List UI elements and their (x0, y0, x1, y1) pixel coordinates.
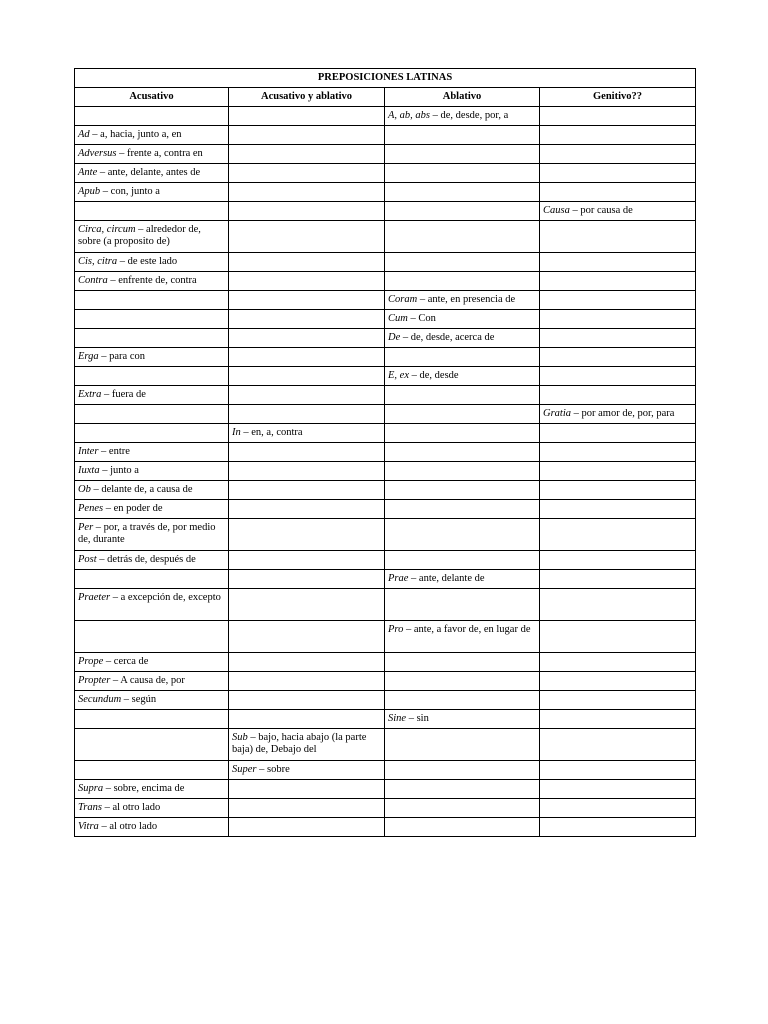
table-cell (385, 329, 540, 348)
table-cell (75, 621, 229, 653)
preposition-meaning: – entre (98, 446, 130, 457)
preposition-meaning: – ante, a favor de, en lugar de (403, 624, 531, 635)
preposition-meaning: – de este lado (117, 256, 178, 267)
table-cell (540, 570, 696, 589)
preposition-word: Pro (388, 624, 404, 635)
table-cell (540, 462, 696, 481)
header-genitivo: Genitivo?? (540, 88, 696, 107)
table-row (75, 145, 696, 164)
table-cell (540, 386, 696, 405)
table-cell (75, 653, 229, 672)
table-row (75, 621, 696, 653)
preposition-word: Vitra (78, 821, 99, 832)
preposition-word: A, ab, abs (388, 110, 430, 121)
preposition-meaning: – con, junto a (100, 186, 160, 197)
table-row (75, 126, 696, 145)
table-row (75, 424, 696, 443)
preposition-meaning: – alrededor de, sobre (a proposito de) (78, 224, 201, 247)
preposition-meaning: – a, hacia, junto a, en (89, 129, 182, 140)
preposition-word: Iuxta (78, 465, 100, 476)
table-cell (540, 291, 696, 310)
table-cell (385, 621, 540, 653)
table-cell (75, 164, 229, 183)
preposition-meaning: – ante, delante, antes de (97, 167, 201, 178)
table-row (75, 202, 696, 221)
preposition-meaning: – bajo, hacia abajo (la parte baja) de, Debajo del (232, 732, 367, 755)
table-row (75, 589, 696, 621)
preposition-meaning: – por amor de, por, para (571, 408, 675, 419)
table-cell (229, 329, 385, 348)
table-cell (229, 551, 385, 570)
table-cell (75, 272, 229, 291)
table-row (75, 310, 696, 329)
table-cell (75, 443, 229, 462)
table-cell (75, 202, 229, 221)
table-cell (229, 386, 385, 405)
table-row (75, 443, 696, 462)
table-cell (229, 710, 385, 729)
preposition-word: Propter (78, 675, 111, 686)
preposition-word: Sine (388, 713, 407, 724)
table-cell (540, 653, 696, 672)
preposition-meaning: – Con (407, 313, 436, 324)
title-row (75, 69, 696, 88)
table-body (75, 107, 696, 837)
table-cell (385, 443, 540, 462)
table-row (75, 291, 696, 310)
table-cell (385, 183, 540, 202)
preposition-meaning: – sobre, encima de (103, 783, 185, 794)
preposition-word: Causa (543, 205, 570, 216)
table-row (75, 481, 696, 500)
preposition-meaning: – delante de, a causa de (90, 484, 193, 495)
preposition-word: Praeter (78, 592, 111, 603)
table-cell (540, 329, 696, 348)
table-cell (229, 272, 385, 291)
table-cell (385, 481, 540, 500)
table-row (75, 348, 696, 367)
table-cell (540, 253, 696, 272)
preposition-meaning: – por causa de (569, 205, 633, 216)
table-row (75, 818, 696, 837)
table-cell (75, 818, 229, 837)
table-cell (229, 310, 385, 329)
table-cell (229, 126, 385, 145)
table-cell (75, 710, 229, 729)
table-cell (540, 500, 696, 519)
preposition-word: Adversus (78, 148, 117, 159)
preposition-word: De (388, 332, 401, 343)
table-cell (385, 424, 540, 443)
preposition-word: Contra (78, 275, 108, 286)
table-cell (540, 272, 696, 291)
table-cell (229, 107, 385, 126)
table-cell (540, 818, 696, 837)
table-cell (540, 348, 696, 367)
preposition-word: Extra (78, 389, 102, 400)
table-row (75, 570, 696, 589)
table-cell (75, 500, 229, 519)
table-cell (229, 653, 385, 672)
table-row (75, 519, 696, 551)
table-cell (229, 780, 385, 799)
table-cell (229, 405, 385, 424)
table-cell (540, 164, 696, 183)
table-cell (75, 519, 229, 551)
table-cell (229, 253, 385, 272)
table-cell (229, 570, 385, 589)
table-row (75, 761, 696, 780)
preposition-meaning: – sin (406, 713, 429, 724)
table-cell (75, 310, 229, 329)
table-row (75, 500, 696, 519)
preposition-word: Prope (78, 656, 104, 667)
table-cell (540, 519, 696, 551)
table-cell (385, 367, 540, 386)
preposition-meaning: – enfrente de, contra (107, 275, 197, 286)
preposition-meaning: – frente a, contra en (116, 148, 203, 159)
table-cell (540, 672, 696, 691)
table-cell (540, 799, 696, 818)
table-cell (540, 761, 696, 780)
table-cell (75, 570, 229, 589)
preposition-word: Inter (78, 446, 99, 457)
table-cell (385, 761, 540, 780)
table-cell (75, 126, 229, 145)
table-cell (385, 462, 540, 481)
preposition-meaning: – A causa de, por (110, 675, 185, 686)
table-cell (75, 386, 229, 405)
table-cell (385, 126, 540, 145)
preposition-meaning: – en poder de (103, 503, 163, 514)
table-cell (385, 710, 540, 729)
table-row (75, 710, 696, 729)
preposition-meaning: – por, a través de, por medio de, durante (78, 522, 216, 545)
table-row (75, 329, 696, 348)
preposition-meaning: – detrás de, después de (96, 554, 196, 565)
table-cell (229, 691, 385, 710)
table-cell (540, 443, 696, 462)
table-cell (229, 621, 385, 653)
table-cell (540, 481, 696, 500)
table-cell (75, 481, 229, 500)
table-cell (385, 672, 540, 691)
table-row (75, 551, 696, 570)
table-cell (75, 253, 229, 272)
table-cell (229, 761, 385, 780)
table-cell (229, 202, 385, 221)
preposition-meaning: – de, desde, por, a (430, 110, 509, 121)
table-cell (75, 780, 229, 799)
table-row (75, 253, 696, 272)
preposition-meaning: – para con (98, 351, 145, 362)
preposition-word: Penes (78, 503, 104, 514)
preposition-meaning: – sobre (256, 764, 290, 775)
table-cell (385, 107, 540, 126)
table-cell (229, 145, 385, 164)
table-cell (385, 348, 540, 367)
table-cell (385, 272, 540, 291)
table-cell (540, 107, 696, 126)
table-row (75, 221, 696, 253)
table-cell (75, 221, 229, 253)
table-cell (229, 348, 385, 367)
table-cell (385, 519, 540, 551)
table-cell (540, 310, 696, 329)
table-cell (385, 500, 540, 519)
table-cell (229, 462, 385, 481)
table-cell (229, 500, 385, 519)
preposition-word: Ob (78, 484, 91, 495)
table-cell (540, 710, 696, 729)
table-cell (385, 589, 540, 621)
table-cell (75, 183, 229, 202)
table-cell (385, 310, 540, 329)
table-row (75, 183, 696, 202)
table-cell (75, 329, 229, 348)
preposition-word: Super (232, 764, 257, 775)
table-row (75, 462, 696, 481)
table-cell (229, 519, 385, 551)
table-cell (229, 291, 385, 310)
table-cell (385, 570, 540, 589)
preposition-word: Coram (388, 294, 418, 305)
table-row (75, 691, 696, 710)
table-row (75, 386, 696, 405)
table-row (75, 405, 696, 424)
table-row (75, 272, 696, 291)
table-cell (229, 672, 385, 691)
table-cell (229, 424, 385, 443)
table-row (75, 367, 696, 386)
preposition-word: Secundum (78, 694, 122, 705)
table-cell (75, 672, 229, 691)
table-cell (540, 126, 696, 145)
table-cell (540, 221, 696, 253)
table-cell (385, 729, 540, 761)
preposition-meaning: – al otro lado (98, 821, 158, 832)
table-row (75, 729, 696, 761)
table-cell (75, 348, 229, 367)
table-cell (385, 253, 540, 272)
header-ablativo: Ablativo (385, 88, 540, 107)
table-cell (385, 653, 540, 672)
table-cell (229, 818, 385, 837)
table-cell (540, 621, 696, 653)
table-cell (540, 589, 696, 621)
preposition-word: Gratia (543, 408, 572, 419)
table-title: PREPOSICIONES LATINAS (75, 69, 696, 88)
preposition-meaning: – de, desde, acerca de (400, 332, 495, 343)
table-cell (540, 367, 696, 386)
table-cell (229, 799, 385, 818)
table-cell (229, 481, 385, 500)
table-cell (75, 589, 229, 621)
preposition-word: E, ex (388, 370, 409, 381)
table-row (75, 672, 696, 691)
table-cell (229, 367, 385, 386)
table-cell (385, 386, 540, 405)
preposition-meaning: – al otro lado (101, 802, 161, 813)
preposition-word: Cum (388, 313, 408, 324)
table-cell (540, 202, 696, 221)
preposition-word: Sub (232, 732, 248, 743)
table-cell (540, 729, 696, 761)
preposition-word: Per (78, 522, 94, 533)
table-cell (75, 291, 229, 310)
preposition-meaning: – junto a (99, 465, 139, 476)
preposition-word: Apub (78, 186, 101, 197)
preposition-meaning: – ante, en presencia de (417, 294, 516, 305)
table-cell (75, 691, 229, 710)
table-cell (75, 761, 229, 780)
table-cell (229, 221, 385, 253)
table-row (75, 653, 696, 672)
preposition-word: Post (78, 554, 97, 565)
table-cell (75, 551, 229, 570)
table-cell (540, 780, 696, 799)
table-cell (229, 443, 385, 462)
table-cell (75, 145, 229, 164)
table-cell (385, 145, 540, 164)
preposition-meaning: – según (121, 694, 157, 705)
preposition-meaning: – a excepción de, excepto (110, 592, 221, 603)
table-cell (75, 424, 229, 443)
preposition-meaning: – cerca de (103, 656, 149, 667)
table-cell (385, 221, 540, 253)
table-cell (75, 405, 229, 424)
table-cell (540, 691, 696, 710)
table-cell (540, 145, 696, 164)
table-cell (540, 183, 696, 202)
header-row (75, 88, 696, 107)
table-cell (75, 462, 229, 481)
header-acusativo-y-ablativo: Acusativo y ablativo (229, 88, 385, 107)
table-cell (385, 551, 540, 570)
prepositions-table (74, 68, 696, 837)
table-row (75, 780, 696, 799)
table-cell (540, 424, 696, 443)
preposition-meaning: – fuera de (101, 389, 146, 400)
preposition-word: Erga (78, 351, 99, 362)
table-cell (75, 729, 229, 761)
preposition-meaning: – de, desde (409, 370, 459, 381)
table-row (75, 164, 696, 183)
preposition-word: Circa, circum (78, 224, 136, 235)
preposition-word: Cis, citra (78, 256, 118, 267)
preposition-word: Ad (78, 129, 90, 140)
table-cell (385, 799, 540, 818)
preposition-meaning: – en, a, contra (240, 427, 303, 438)
preposition-meaning: – ante, delante de (408, 573, 485, 584)
table-cell (385, 202, 540, 221)
table-cell (229, 729, 385, 761)
table-cell (229, 164, 385, 183)
table-row (75, 799, 696, 818)
preposition-word: In (232, 427, 241, 438)
table-cell (75, 107, 229, 126)
header-acusativo: Acusativo (75, 88, 229, 107)
table-cell (229, 589, 385, 621)
table-cell (385, 818, 540, 837)
table-cell (75, 367, 229, 386)
table-cell (540, 405, 696, 424)
table-cell (229, 183, 385, 202)
table-cell (385, 405, 540, 424)
table-row (75, 107, 696, 126)
table-cell (540, 551, 696, 570)
preposition-word: Prae (388, 573, 409, 584)
preposition-word: Trans (78, 802, 102, 813)
table-cell (75, 799, 229, 818)
table-cell (385, 291, 540, 310)
table-cell (385, 164, 540, 183)
table-cell (385, 691, 540, 710)
table-cell (385, 780, 540, 799)
preposition-word: Supra (78, 783, 104, 794)
preposition-word: Ante (78, 167, 98, 178)
